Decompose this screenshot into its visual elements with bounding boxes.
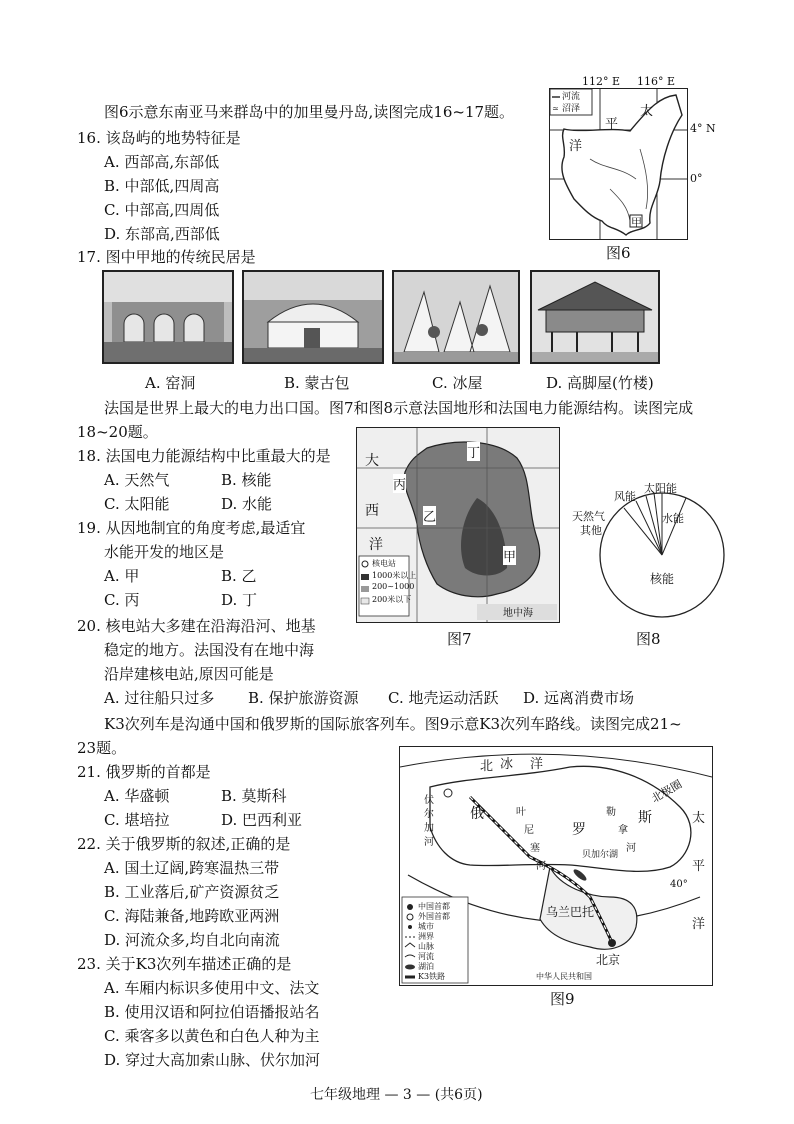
fig9-label-he-yenisei: 河 <box>536 861 546 872</box>
q17-option-b: B. 蒙古包 <box>284 374 350 392</box>
fig6-lat-4n: 4° N <box>690 122 716 135</box>
q23-option-b: B. 使用汉语和阿拉伯语播报站名 <box>104 1003 320 1021</box>
q17-option-d: D. 高脚屋(竹楼) <box>546 374 654 392</box>
fig8-slice-other: 其他 <box>580 524 602 537</box>
fig9-label-he-volga: 河 <box>424 837 434 848</box>
cave-dwelling-drawing <box>104 272 232 362</box>
fig9-label-er: 尔 <box>424 809 434 820</box>
fig7-legend-high: 1000米以上 <box>372 571 417 580</box>
fig6-label-jia: 甲 <box>631 216 642 229</box>
fig8-caption: 图8 <box>636 630 661 648</box>
fig9-legend-lake: 湖泊 <box>418 962 434 971</box>
intro-fig6: 图6示意东南亚马来群岛中的加里曼丹岛,读图完成16~17题。 <box>104 103 515 121</box>
q18-option-d: D. 水能 <box>221 495 273 513</box>
fig9-legend-k3-railway: K3铁路 <box>418 972 446 981</box>
fig9-legend-boundary: 洲界 <box>418 932 434 941</box>
igloo-drawing <box>394 272 518 362</box>
intro-fig9: K3次列车是沟通中国和俄罗斯的国际旅客列车。图9示意K3次列车路线。读图完成21~ <box>104 715 682 733</box>
q23-option-d: D. 穿过大高加索山脉、伏尔加河 <box>104 1051 321 1069</box>
fig9-label-baikal: 贝加尔湖 <box>582 850 619 860</box>
photo-stilt-house <box>530 270 660 364</box>
fig6-caption: 图6 <box>606 244 631 262</box>
q16-stem: 16. 该岛屿的地势特征是 <box>77 129 241 147</box>
q20-option-b: B. 保护旅游资源 <box>248 689 359 707</box>
yurt-drawing <box>244 272 382 362</box>
fig9-label-luo: 罗 <box>572 822 586 838</box>
fig9-legend-river: 河流 <box>418 952 434 961</box>
fig7-label-bing: 丙 <box>393 474 406 493</box>
fig9-label-jia: 加 <box>424 823 434 834</box>
fig9-caption: 图9 <box>550 990 575 1008</box>
q22-option-d: D. 河流众多,均自北向南流 <box>104 931 280 949</box>
fig7-legend-mid: 200~1000 <box>372 582 415 591</box>
fig7-label-xi: 西 <box>365 503 379 519</box>
fig8-pie-chart <box>566 472 726 622</box>
fig9-label-yang-arctic: 洋 <box>530 757 544 772</box>
fig9-label-bei: 北 <box>480 759 494 774</box>
fig9-label-ni: 尼 <box>524 825 534 836</box>
fig9-label-sai: 塞 <box>530 843 540 854</box>
q19-option-d: D. 丁 <box>221 591 258 609</box>
fig9-label-beijing: 北京 <box>596 953 621 967</box>
fig8-slice-solar: 太阳能 <box>644 482 677 495</box>
q19-option-c: C. 丙 <box>104 591 140 609</box>
fig9-legend-mountain: 山脉 <box>418 942 434 951</box>
fig9-legend-foreign-capital: 外国首都 <box>418 912 450 921</box>
fig9-legend-china-capital: 中国首都 <box>418 902 450 911</box>
fig7-label-ding: 丁 <box>467 442 480 461</box>
fig9-label-arctic-circle: 北极圈 <box>649 777 685 806</box>
fig6-lon-116: 116° E <box>637 75 676 88</box>
q22-option-b: B. 工业落后,矿产资源贫乏 <box>104 883 280 901</box>
q20-option-d: D. 远离消费市场 <box>523 689 635 707</box>
fig7-label-mediterranean: 地中海 <box>503 608 533 619</box>
fig9-label-yang-pacific: 洋 <box>692 917 706 932</box>
q19-option-a: A. 甲 <box>104 567 140 585</box>
intro-fig7-8: 法国是世界上最大的电力出口国。图7和图8示意法国地形和法国电力能源结构。读图完成 <box>104 399 694 417</box>
intro-fig9-cont: 23题。 <box>77 739 127 757</box>
photo-cave-dwelling <box>102 270 234 364</box>
fig9-label-ye: 叶 <box>516 807 526 818</box>
fig9-label-si: 斯 <box>638 810 652 826</box>
q20-stem-1: 20. 核电站大多建在沿海沿河、地基 <box>77 617 316 635</box>
fig9-legend-city: 城市 <box>418 922 434 931</box>
q16-option-c: C. 中部高,四周低 <box>104 201 220 219</box>
fig8-slice-gas: 天然气 <box>572 510 605 523</box>
fig9-label-tai: 太 <box>692 811 706 826</box>
q21-stem: 21. 俄罗斯的首都是 <box>77 763 211 781</box>
fig9-label-40deg: 40° <box>670 879 688 890</box>
q21-option-c: C. 堪培拉 <box>104 811 170 829</box>
fig9-label-he-lena: 河 <box>626 843 636 854</box>
q23-option-a: A. 车厢内标识多使用中文、法文 <box>104 979 320 997</box>
q21-option-b: B. 莫斯科 <box>221 787 287 805</box>
fig9-label-na: 拿 <box>618 825 628 836</box>
fig7-map-drawing <box>357 428 559 622</box>
q18-stem: 18. 法国电力能源结构中比重最大的是 <box>77 447 331 465</box>
q18-option-c: C. 太阳能 <box>104 495 170 513</box>
fig9-label-bing: 冰 <box>500 757 514 772</box>
fig6-lon-112: 112° E <box>582 75 621 88</box>
q18-option-a: A. 天然气 <box>104 471 170 489</box>
q20-option-c: C. 地壳运动活跃 <box>388 689 499 707</box>
page-footer: 七年级地理 — 3 — (共6页) <box>310 1087 483 1103</box>
fig8-slice-wind: 风能 <box>614 490 636 503</box>
fig8-slice-hydro: 水能 <box>662 512 684 525</box>
fig7-label-jia: 甲 <box>503 546 516 565</box>
fig9-label-ping: 平 <box>692 859 706 874</box>
fig6-label-ping: 平 <box>605 117 619 132</box>
q17-option-c: C. 冰屋 <box>432 374 483 392</box>
svg-text:≃: ≃ <box>552 104 559 113</box>
fig7-map <box>356 427 560 623</box>
fig6-label-yang: 洋 <box>569 139 583 154</box>
fig9-label-ulaanbaatar: 乌兰巴托 <box>546 905 595 919</box>
q18-option-b: B. 核能 <box>221 471 272 489</box>
fig7-label-da: 大 <box>365 453 379 469</box>
fig7-label-yi: 乙 <box>423 506 436 525</box>
fig9-label-e: 俄 <box>470 806 484 822</box>
q22-option-c: C. 海陆兼备,地跨欧亚两洲 <box>104 907 280 925</box>
q17-stem: 17. 图中甲地的传统民居是 <box>77 248 256 266</box>
fig9-label-fu: 伏 <box>424 795 434 806</box>
q23-option-c: C. 乘客多以黄色和白色人种为主 <box>104 1027 320 1045</box>
fig6-label-tai: 太 <box>640 104 654 119</box>
q17-option-a: A. 窑洞 <box>145 374 196 392</box>
fig9-label-le: 勒 <box>606 807 616 818</box>
stilt-house-drawing <box>532 272 658 362</box>
fig7-label-yang: 洋 <box>369 537 383 553</box>
q16-option-b: B. 中部低,四周高 <box>104 177 220 195</box>
fig6-lat-0: 0° <box>690 172 703 185</box>
q20-stem-3: 沿岸建核电站,原因可能是 <box>104 665 274 683</box>
q22-stem: 22. 关于俄罗斯的叙述,正确的是 <box>77 835 291 853</box>
fig7-legend-low: 200米以下 <box>372 595 412 604</box>
q19-stem-2: 水能开发的地区是 <box>104 543 225 561</box>
fig6-legend-river: 河流 <box>562 92 581 102</box>
photo-mongolian-yurt <box>242 270 384 364</box>
fig7-legend-nuclear: 核电站 <box>372 559 396 568</box>
q16-option-a: A. 西部高,东部低 <box>104 153 220 171</box>
q21-option-a: A. 华盛顿 <box>104 787 170 805</box>
q20-option-a: A. 过往船只过多 <box>104 689 215 707</box>
q20-stem-2: 稳定的地方。法国没有在地中海 <box>104 641 315 659</box>
fig6-legend-swamp: 沼泽 <box>562 104 581 114</box>
fig6-map <box>549 88 688 240</box>
fig9-label-prc: 中华人民共和国 <box>536 972 592 981</box>
q19-stem-1: 19. 从因地制宜的角度考虑,最适宜 <box>77 519 306 537</box>
q16-option-d: D. 东部高,西部低 <box>104 225 220 243</box>
intro-fig7-8-cont: 18~20题。 <box>77 423 158 441</box>
q22-option-a: A. 国土辽阔,跨寒温热三带 <box>104 859 280 877</box>
q19-option-b: B. 乙 <box>221 567 257 585</box>
fig8-slice-nuclear: 核能 <box>650 572 675 586</box>
q21-option-d: D. 巴西利亚 <box>221 811 303 829</box>
photo-igloo <box>392 270 520 364</box>
fig9-map <box>399 746 713 986</box>
fig7-caption: 图7 <box>447 630 472 648</box>
q23-stem: 23. 关于K3次列车描述正确的是 <box>77 955 292 973</box>
